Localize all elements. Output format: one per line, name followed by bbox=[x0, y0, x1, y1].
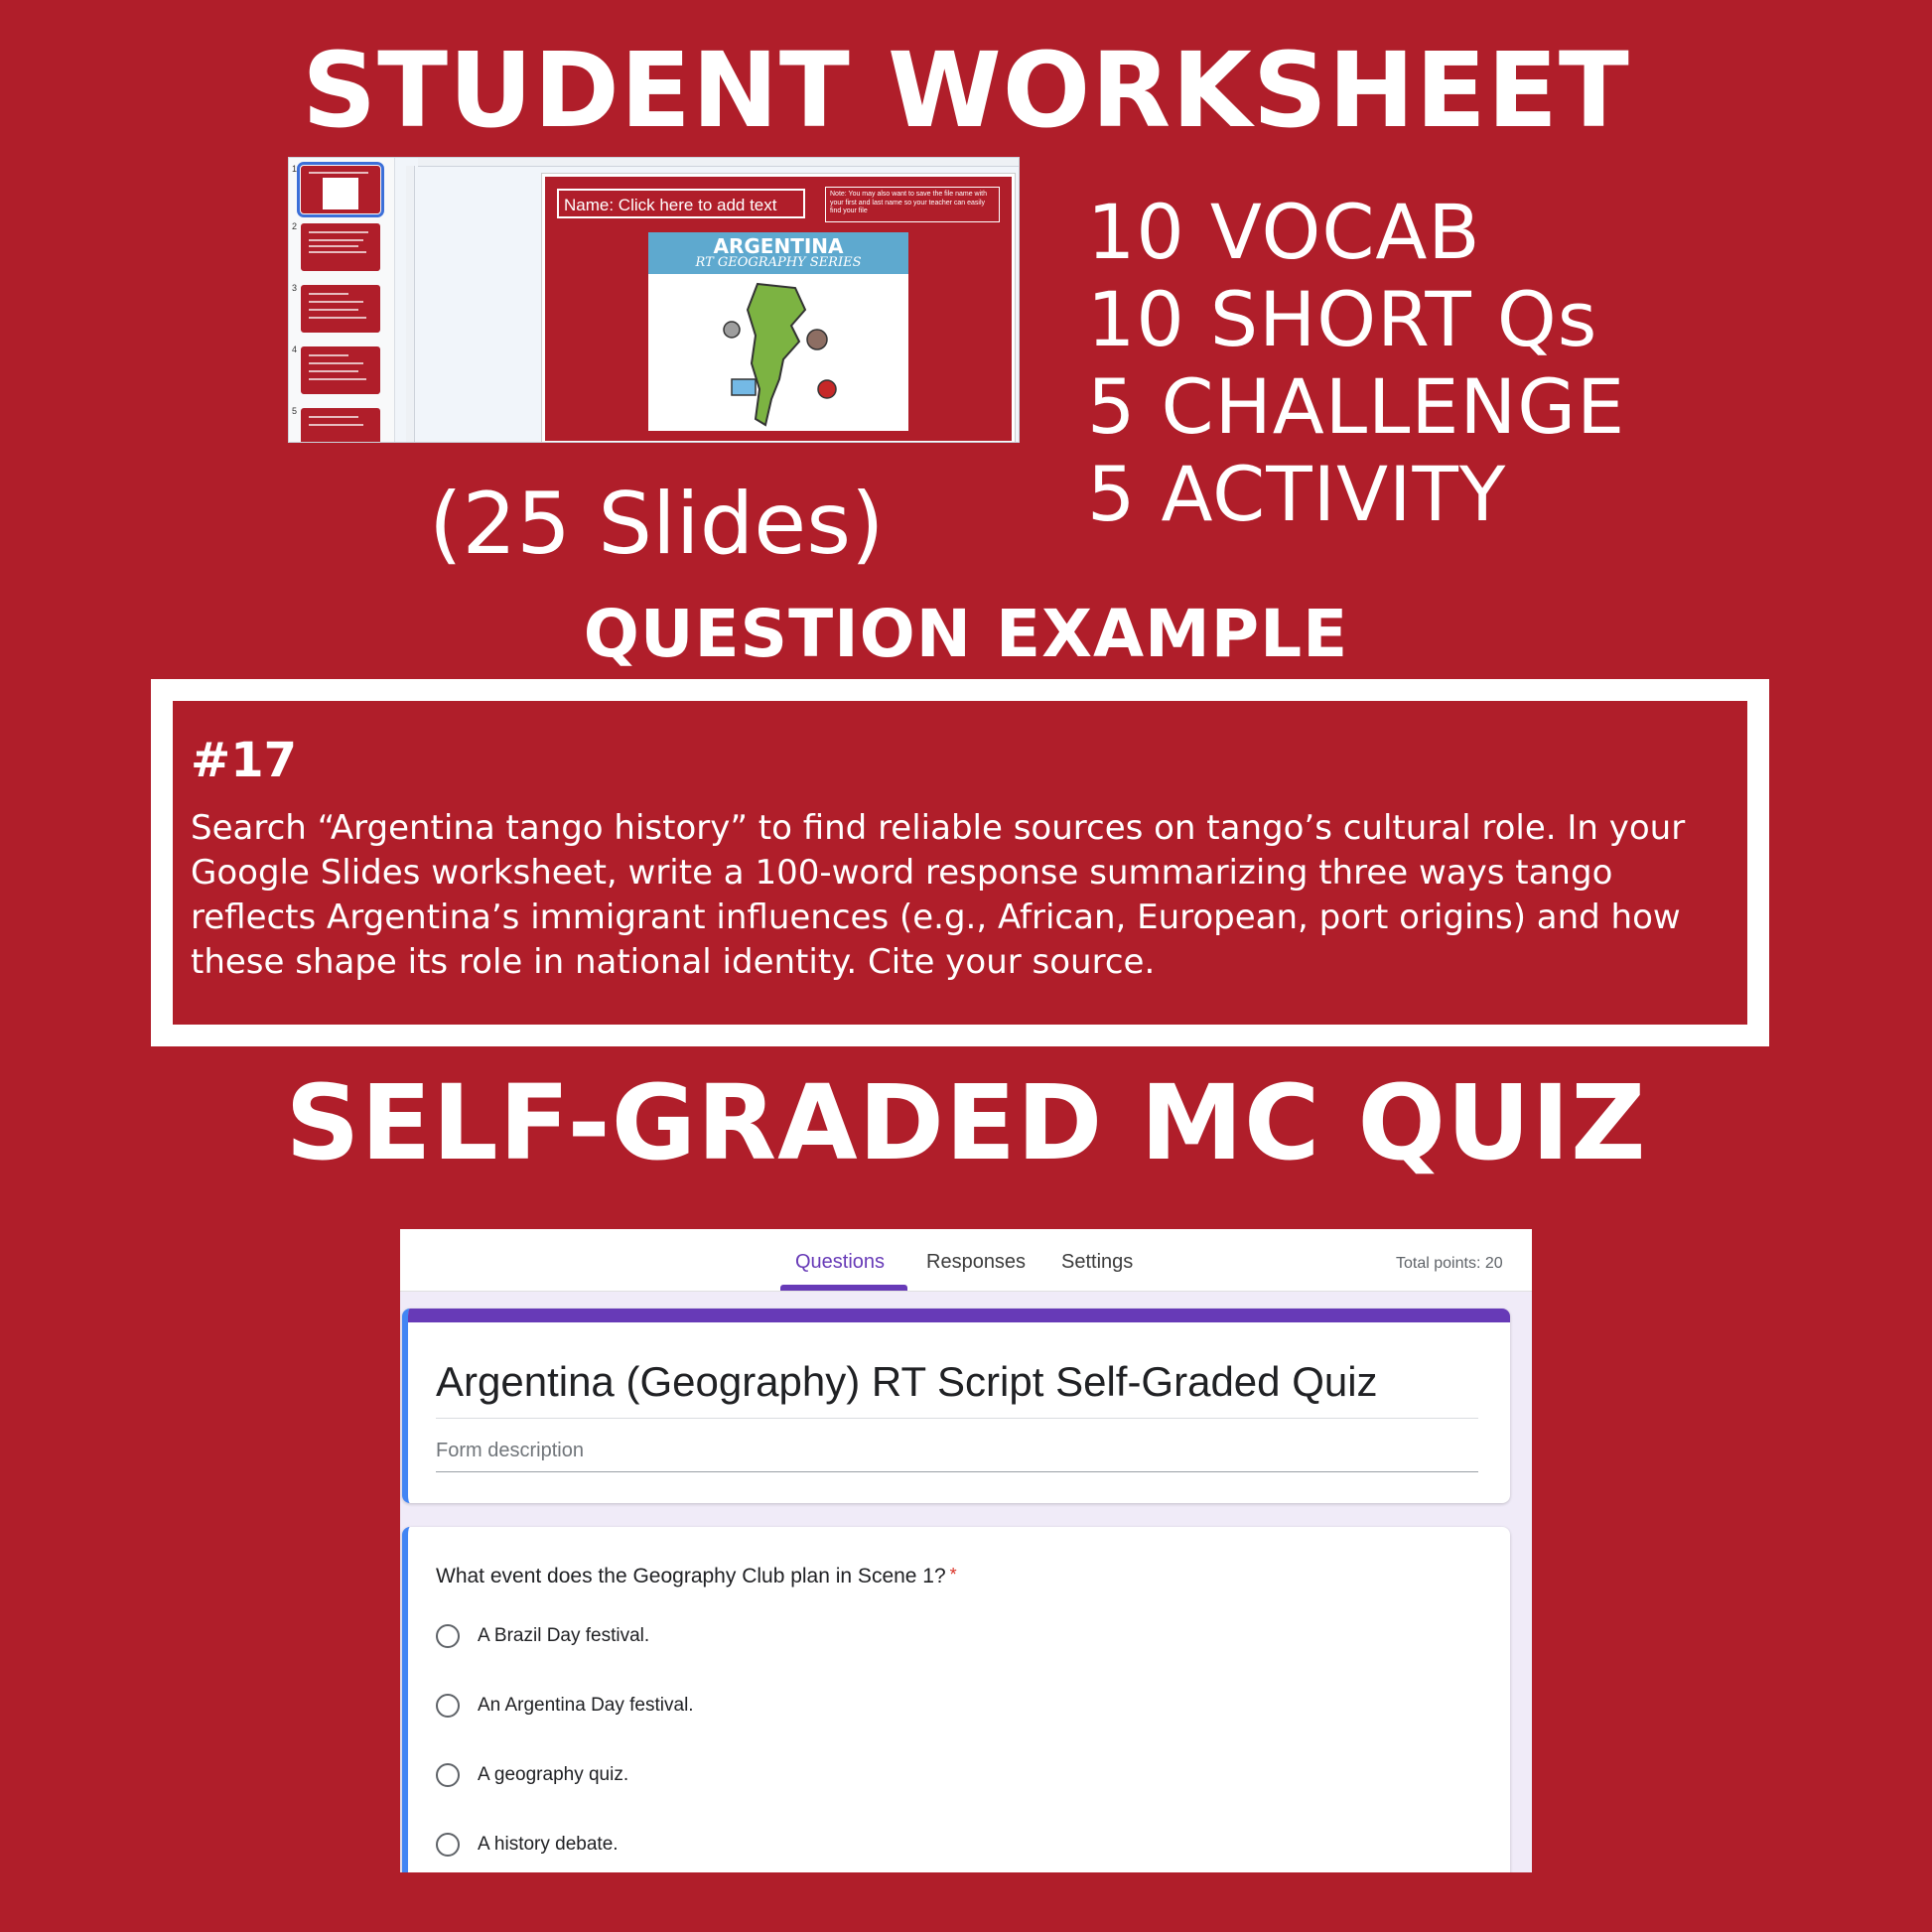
question-text: Search “Argentina tango history” to find reliable sources on tango’s cultural role. In your Google Slides worksheet, write a 100-word response summarizing three ways tango reflects Argentina’s immigrant influences (e.g., African, European, port origins) and how these shape its role in national identity. Cite your source. bbox=[191, 808, 1686, 982]
radio-button[interactable] bbox=[436, 1694, 460, 1718]
horizontal-ruler bbox=[418, 158, 1019, 167]
feature-item: 10 SHORT Qs bbox=[1087, 275, 1598, 363]
option-label: A geography quiz. bbox=[478, 1764, 629, 1785]
cover-title: ARGENTINA bbox=[713, 234, 844, 258]
student-worksheet-heading: STUDENT WORKSHEET bbox=[302, 30, 1630, 151]
note-text-box: Note: You may also want to save the file name with your first and last name so your teacher can easily find your file bbox=[825, 187, 1000, 222]
slide-thumbnail[interactable] bbox=[301, 346, 380, 394]
tab-settings[interactable]: Settings bbox=[1061, 1251, 1134, 1273]
slide-canvas bbox=[542, 174, 1015, 443]
cover-image bbox=[648, 232, 908, 431]
vertical-ruler bbox=[406, 166, 415, 442]
radio-button[interactable] bbox=[436, 1833, 460, 1857]
cover-subtitle: RT GEOGRAPHY SERIES bbox=[695, 255, 862, 270]
option-label: A Brazil Day festival. bbox=[478, 1625, 650, 1646]
form-description-field[interactable]: Form description bbox=[436, 1440, 584, 1461]
radio-button[interactable] bbox=[436, 1763, 460, 1787]
thumb-number: 5 bbox=[292, 406, 298, 416]
divider bbox=[436, 1418, 1478, 1419]
slide-thumbnail[interactable] bbox=[301, 285, 380, 333]
self-graded-quiz-heading: SELF-GRADED MC QUIZ bbox=[285, 1062, 1647, 1183]
feature-item: 5 CHALLENGE bbox=[1087, 362, 1626, 451]
slide-thumbnail[interactable] bbox=[301, 166, 380, 213]
active-tab-indicator bbox=[780, 1285, 907, 1291]
title-card-accent bbox=[408, 1309, 1510, 1322]
thumb-number: 2 bbox=[292, 221, 298, 231]
slide-thumbnail-panel bbox=[289, 158, 395, 442]
total-points: Total points: 20 bbox=[1396, 1255, 1503, 1272]
thumb-number: 4 bbox=[292, 345, 298, 354]
question-example-box bbox=[173, 701, 1747, 1025]
feature-list bbox=[1087, 189, 1625, 538]
option-label: A history debate. bbox=[478, 1834, 619, 1855]
question-title-text: What event does the Geography Club plan in Scene 1? bbox=[436, 1565, 946, 1587]
option-label: An Argentina Day festival. bbox=[478, 1695, 694, 1716]
slide-thumbnail[interactable] bbox=[301, 223, 380, 271]
thumb-number: 3 bbox=[292, 283, 298, 293]
slide-thumbnail[interactable] bbox=[301, 408, 380, 443]
slides-count-label: (25 Slides) bbox=[429, 475, 885, 574]
tab-questions[interactable]: Questions bbox=[795, 1251, 886, 1273]
question-card bbox=[402, 1527, 1510, 1872]
form-title-card bbox=[402, 1309, 1510, 1503]
question-example-frame bbox=[151, 679, 1769, 1046]
question-example-heading: QUESTION EXAMPLE bbox=[583, 596, 1349, 672]
name-text-box[interactable]: Name: Click here to add text bbox=[557, 189, 805, 218]
divider bbox=[436, 1471, 1478, 1472]
tab-responses[interactable]: Responses bbox=[926, 1251, 1027, 1273]
google-form-screenshot bbox=[400, 1229, 1532, 1872]
feature-item: 5 ACTIVITY bbox=[1087, 450, 1507, 538]
question-number: #17 bbox=[191, 733, 298, 788]
feature-item: 10 VOCAB bbox=[1087, 188, 1481, 276]
question-title bbox=[436, 1565, 957, 1588]
radio-button[interactable] bbox=[436, 1624, 460, 1648]
slides-screenshot bbox=[288, 157, 1020, 443]
required-marker: * bbox=[949, 1565, 957, 1585]
form-title[interactable]: Argentina (Geography) RT Script Self-Graded Quiz bbox=[436, 1358, 1378, 1405]
thumb-number: 1 bbox=[292, 164, 298, 174]
argentina-map-icon bbox=[718, 280, 847, 429]
form-tab-bar bbox=[400, 1229, 1532, 1292]
